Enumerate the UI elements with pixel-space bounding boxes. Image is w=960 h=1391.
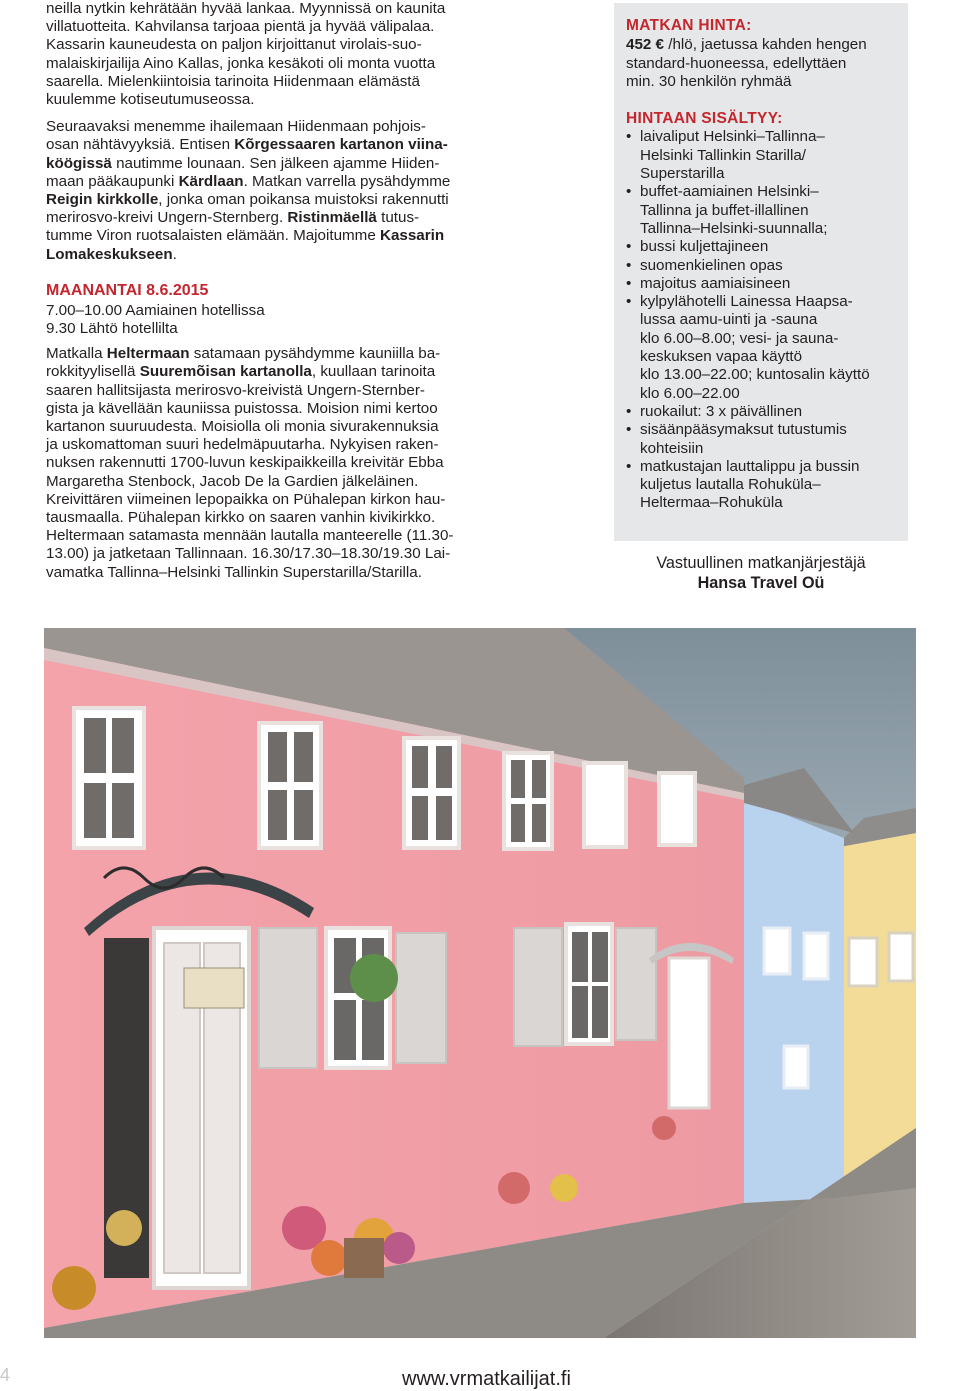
includes-item-text: suomenkielinen opas <box>640 256 783 274</box>
includes-item-text: Superstarilla <box>640 165 725 183</box>
price-heading: MATKAN HINTA: <box>626 17 752 34</box>
text-line: . Matkan varrella pysähdymme <box>243 172 451 190</box>
includes-item-text: Tallinna–Helsinki-suunnalla; <box>640 219 828 237</box>
place-name: Kõrgessaaren kartanon viina- <box>234 136 448 154</box>
day-heading: MAANANTAI 8.6.2015 <box>46 281 209 299</box>
text-line: saaren hallitsijasta merirosvo-kreivistä Ungern-Sternber- <box>46 381 425 399</box>
includes-item <box>626 293 896 403</box>
text-line: Kreivittären viimeinen lepopaikka on Pühalepan kirkon hau- <box>46 490 446 508</box>
text-line: vamatka Tallinna–Helsinki Tallinkin Superstarilla/Starilla. <box>46 563 422 581</box>
text-line: tumme Viron ruotsalaisten elämään. Majoitumme <box>46 227 380 245</box>
includes-item <box>626 458 896 513</box>
text-line: 13.00) ja jatketaan Tallinnaan. 16.30/17.30–18.30/19.30 Lai- <box>46 545 451 563</box>
text-line: tausmaalla. Pühalepan kirkko on saaren vanhin kivikirkko. <box>46 509 436 527</box>
includes-item <box>626 275 896 293</box>
text-line: merirosvo-kreivi Ungern-Sternberg. <box>46 209 288 227</box>
organizer-label: Vastuullinen matkanjärjestäjä <box>656 554 866 572</box>
place-name: Heltermaan <box>106 345 190 363</box>
text-line: Seuraavaksi menemme ihailemaan Hiidenmaan pohjois- <box>46 118 426 136</box>
text-line: , kuullaan tarinoita <box>311 363 436 381</box>
includes-item <box>626 421 896 458</box>
includes-item <box>626 183 896 238</box>
place-name: Lomakeskukseen <box>46 245 173 263</box>
includes-item-text: laivaliput Helsinki–Tallinna– <box>640 128 825 146</box>
text-line: saarella. Mielenkiintoisia tarinoita Hiidenmaan elämästä <box>46 72 420 90</box>
spacer <box>46 338 494 345</box>
includes-item <box>626 128 896 183</box>
includes-item-text: keskuksen vapaa käyttö <box>640 348 803 366</box>
tour-organizer <box>614 553 908 593</box>
price-info-box <box>614 3 908 541</box>
includes-item-text: Helsinki Tallinkin Starilla/ <box>640 146 807 164</box>
place-name: Kassarin <box>380 227 445 245</box>
organizer-name: Hansa Travel Oü <box>697 574 825 592</box>
photo-illustration <box>44 628 916 1338</box>
day-one-paragraph <box>46 118 494 264</box>
includes-item-text: klo 6.00–22.00 <box>640 384 740 402</box>
includes-item-text: ruokailut: 3 x päivällinen <box>640 402 803 420</box>
text-line: malaiskirjailija Aino Kallas, jonka kesäkoti oli monta vuotta <box>46 54 436 72</box>
text-line: satamaan pysähdymme kauniilla ba- <box>189 345 441 363</box>
text-line: min. 30 henkilön ryhmää <box>626 72 792 90</box>
price-value: 452 € <box>626 36 665 54</box>
schedule-time: 9.30 Lähtö hotellilta <box>46 320 178 338</box>
includes-item <box>626 238 896 256</box>
text-line: tutus- <box>376 209 420 227</box>
includes-item <box>626 257 896 275</box>
text-line: Margaretha Stenbock, Jacob De la Gardien jälkeläinen. <box>46 472 419 490</box>
place-name: Kärdlaan <box>178 172 244 190</box>
includes-item-text: lussa aamu-uinti ja -sauna <box>640 311 818 329</box>
intro-paragraph <box>46 0 494 109</box>
text-line: Kassarin kauneudesta on paljon kirjoittanut virolais-suo- <box>46 36 422 54</box>
text-line: Matkalla <box>46 345 107 363</box>
includes-item-text: kohteisiin <box>640 439 704 457</box>
schedule-time: 7.00–10.00 Aamiainen hotellissa <box>46 301 265 319</box>
page-number: 4 <box>0 1365 11 1385</box>
text-line: /hlö, jaetussa kahden hengen <box>664 36 867 54</box>
text-line: rokkityylisellä <box>46 363 140 381</box>
text-line: , jonka oman poikansa muistoksi rakennutti <box>158 191 449 209</box>
text-line: nautimme lounaan. Sen jälkeen ajamme Hiiden- <box>111 154 440 172</box>
includes-item-text: bussi kuljettajineen <box>640 238 769 256</box>
includes-item-text: matkustajan lauttalippu ja bussin <box>640 457 860 475</box>
includes-item-text: majoitus aamiaisineen <box>640 274 791 292</box>
website-url: www.vrmatkailijat.fi <box>402 1368 571 1390</box>
text-line: standard-huoneessa, edellyttäen <box>626 54 847 72</box>
spacer <box>626 91 896 110</box>
spacer <box>46 109 494 118</box>
text-line: villatuotteita. Kahvilansa tarjoaa pientä ja hyvää välipalaa. <box>46 18 435 36</box>
includes-item-text: Heltermaa–Rohuküla <box>640 494 783 512</box>
text-line: ja uskomattoman suuri hedelmäpuutarha. Nykyisen raken- <box>46 436 439 454</box>
includes-item-text: kuljetus lautalla Rohuküla– <box>640 476 821 494</box>
includes-item-text: klo 6.00–8.00; vesi- ja sauna- <box>640 329 839 347</box>
text-line: Heltermaan satamasta mennään lautalla manteerelle (11.30- <box>46 527 454 545</box>
place-name: Ristinmäellä <box>287 209 377 227</box>
includes-item-text: sisäänpääsymaksut tutustumis <box>640 421 847 439</box>
street-houses-photo <box>44 628 916 1338</box>
place-name: Suuremõisan kartanolla <box>139 363 312 381</box>
text-line: kuulemme kotiseutumuseossa. <box>46 91 255 109</box>
includes-heading: HINTAAN SISÄLTYY: <box>626 110 783 128</box>
place-name: köögissä <box>46 154 112 172</box>
includes-item-text: klo 13.00–22.00; kuntosalin käyttö <box>640 366 870 384</box>
text-line: osan nähtävyyksiä. Entisen <box>46 136 235 154</box>
text-line: nuksen rakennutti 1700-luvun keskipaikkeilla kreivitär Ebba <box>46 454 444 472</box>
text-line: maan pääkaupunki <box>46 172 179 190</box>
includes-item-text: Tallinna ja buffet-illallinen <box>640 201 809 219</box>
text-line: gista ja kävellään kauniissa puistossa. Moision nimi kertoo <box>46 399 438 417</box>
day-two-paragraph <box>46 345 494 582</box>
includes-item <box>626 403 896 421</box>
place-name: Reigin kirkkolle <box>46 191 159 209</box>
text-line: . <box>172 245 177 263</box>
main-text-column <box>46 0 494 582</box>
text-line: neilla nytkin kehrätään hyvää lankaa. Myynnissä on kaunita <box>46 0 446 17</box>
includes-item-text: kylpylähotelli Lainessa Haapsa- <box>640 293 853 311</box>
includes-list <box>626 128 896 512</box>
text-line: kartanon suuruudesta. Moisiolla oli monia sivurakennuksia <box>46 418 439 436</box>
spacer <box>46 264 494 273</box>
price-text <box>626 36 896 91</box>
includes-item-text: buffet-aamiainen Helsinki– <box>640 183 819 201</box>
